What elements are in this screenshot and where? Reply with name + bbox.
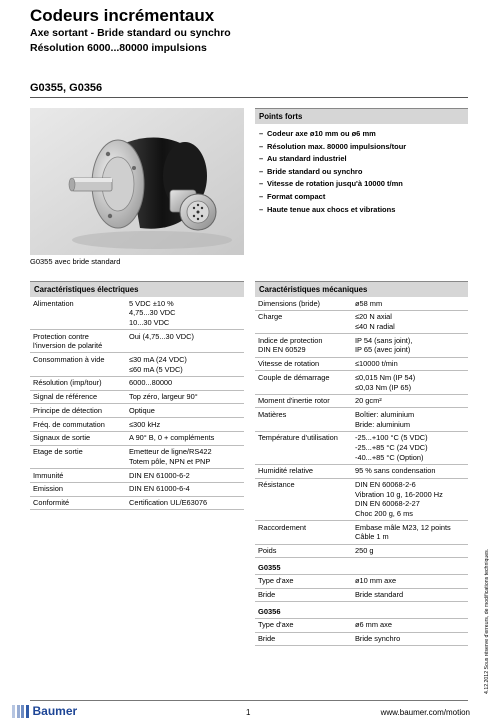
page-subtitle-1: Axe sortant - Bride standard ou synchro xyxy=(30,27,231,39)
spec-row xyxy=(255,465,468,479)
mechanical-specs-rows xyxy=(255,297,468,558)
spec-label: Indice de protection DIN EN 60529 xyxy=(258,335,323,355)
spec-label: Dimensions (bride) xyxy=(258,298,321,308)
spec-row xyxy=(30,446,244,469)
spec-row xyxy=(255,575,468,589)
spec-value: ø10 mm axe xyxy=(355,576,397,586)
spec-row xyxy=(255,633,468,647)
spec-label: Type d'axe xyxy=(258,576,294,586)
logo-text: Baumer xyxy=(32,704,78,718)
spec-label: Bride xyxy=(258,590,276,600)
spec-value: 250 g xyxy=(355,546,374,556)
header xyxy=(30,6,231,55)
spec-row xyxy=(255,545,468,559)
spec-label: Matières xyxy=(258,410,287,420)
footer xyxy=(0,700,500,725)
spec-row xyxy=(255,371,468,394)
spec-value: DIN EN 61000-6-2 xyxy=(129,470,190,480)
spec-label: Consommation à vide xyxy=(33,354,105,364)
spec-label: Conformité xyxy=(33,498,70,508)
spec-label: Bride xyxy=(258,634,276,644)
spec-row xyxy=(255,619,468,633)
logo-bars-icon xyxy=(12,705,29,718)
spec-value: ≤0,015 Nm (IP 54) ≤0,03 Nm (IP 65) xyxy=(355,372,416,392)
key-features-box xyxy=(255,108,468,216)
spec-value: Emetteur de ligne/RS422 Totem pôle, NPN et PNP xyxy=(129,447,212,466)
spec-label: Emission xyxy=(33,484,63,494)
spec-label: Charge xyxy=(258,312,283,322)
spec-row xyxy=(30,497,244,511)
spec-row xyxy=(30,404,244,418)
spec-value: IP 54 (sans joint), IP 65 (avec joint) xyxy=(355,335,413,355)
spec-value: Certification UL/E63076 xyxy=(129,498,208,508)
feature-item: – Vitesse de rotation jusqu'à 10000 t/mn xyxy=(259,179,403,189)
spec-label: Etage de sortie xyxy=(33,447,83,457)
mechanical-specs-table xyxy=(255,281,468,646)
spec-value: ø58 mm xyxy=(355,298,383,308)
spec-label: Fréq. de commutation xyxy=(33,419,105,429)
side-note-text: 4.12.2012 Sous réserve d'erreurs, de modifications techniques. xyxy=(484,548,490,694)
mechanical-specs-heading: Caractéristiques mécaniques xyxy=(255,281,468,297)
header-divider xyxy=(30,97,468,98)
electrical-specs-heading: Caractéristiques électriques xyxy=(30,281,244,297)
spec-row xyxy=(255,432,468,465)
spec-value: ø6 mm axe xyxy=(355,620,392,630)
spec-row xyxy=(255,311,468,334)
spec-row xyxy=(30,432,244,446)
g0355-group-heading: G0355 xyxy=(255,558,468,575)
spec-value: Bride standard xyxy=(355,590,404,600)
spec-row xyxy=(30,377,244,391)
spec-value: Top zéro, largeur 90° xyxy=(129,392,198,402)
page-subtitle-2: Résolution 6000...80000 impulsions xyxy=(30,42,207,54)
spec-value: Optique xyxy=(129,405,155,415)
spec-row xyxy=(255,479,468,522)
spec-row xyxy=(30,391,244,405)
product-photo xyxy=(30,108,244,255)
spec-label: Moment d'inertie rotor xyxy=(258,396,330,406)
spec-value: 95 % sans condensation xyxy=(355,466,436,476)
spec-value: ≤30 mA (24 VDC) ≤60 mA (5 VDC) xyxy=(129,354,187,374)
spec-value: A 90° B, 0 + compléments xyxy=(129,433,215,443)
page-number: 1 xyxy=(246,708,251,717)
model-numbers: G0355, G0356 xyxy=(30,82,103,94)
feature-item: – Haute tenue aux chocs et vibrations xyxy=(259,204,396,214)
spec-row xyxy=(30,469,244,483)
spec-value: DIN EN 61000-6-4 xyxy=(129,484,190,494)
spec-label: Raccordement xyxy=(258,522,307,532)
g0355-rows xyxy=(255,575,468,603)
spec-label: Type d'axe xyxy=(258,620,294,630)
g0356-rows xyxy=(255,619,468,647)
spec-value: Boîtier: aluminium Bride: aluminium xyxy=(355,410,415,429)
spec-row xyxy=(30,330,244,353)
electrical-specs-rows xyxy=(30,297,244,510)
spec-label: Résistance xyxy=(258,480,295,490)
spec-value: ≤10000 t/min xyxy=(355,359,398,369)
key-features-list xyxy=(255,128,468,216)
baumer-logo xyxy=(12,704,77,718)
website-link[interactable]: www.baumer.com/motion xyxy=(380,708,470,717)
spec-label: Résolution (imp/tour) xyxy=(33,378,102,388)
spec-row xyxy=(255,521,468,544)
spec-value: DIN EN 60068-2-6 Vibration 10 g, 16-2000 Hz DIN EN 60068-2-27 Choc 200 g, 6 ms xyxy=(355,480,443,518)
page-title: Codeurs incrémentaux xyxy=(30,6,215,25)
feature-item: – Format compact xyxy=(259,191,326,201)
spec-label: Protection contre l'inversion de polarité xyxy=(33,331,103,351)
footer-divider xyxy=(30,700,468,701)
spec-row xyxy=(255,358,468,372)
photo-caption: G0355 avec bride standard xyxy=(30,257,121,266)
spec-label: Signaux de sortie xyxy=(33,433,91,443)
g0356-group-heading: G0356 xyxy=(255,602,468,619)
spec-value: Embase mâle M23, 12 points Câble 1 m xyxy=(355,522,451,542)
spec-label: Vitesse de rotation xyxy=(258,359,320,369)
electrical-specs-table xyxy=(30,281,244,510)
spec-label: Alimentation xyxy=(33,298,74,308)
spec-value: Oui (4,75...30 VDC) xyxy=(129,331,194,341)
spec-row xyxy=(255,408,468,431)
spec-value: 5 VDC ±10 % 4,75...30 VDC 10...30 VDC xyxy=(129,298,176,327)
spec-value: 6000...80000 xyxy=(129,378,173,388)
spec-label: Principe de détection xyxy=(33,405,103,415)
spec-value: 20 gcm² xyxy=(355,396,382,406)
key-features-heading: Points forts xyxy=(255,108,468,124)
encoder-illustration xyxy=(30,108,244,255)
spec-row xyxy=(255,589,468,603)
spec-value: ≤20 N axial ≤40 N radial xyxy=(355,312,395,331)
spec-label: Humidité relative xyxy=(258,466,314,476)
side-note xyxy=(484,480,494,700)
spec-value: -25...+100 °C (5 VDC) -25...+85 °C (24 VDC) -40...+85 °C (Option) xyxy=(355,433,428,462)
spec-row xyxy=(30,418,244,432)
spec-row xyxy=(255,334,468,357)
spec-label: Température d'utilisation xyxy=(258,433,338,443)
spec-value: ≤300 kHz xyxy=(129,419,161,429)
spec-row xyxy=(255,395,468,409)
feature-item: – Résolution max. 80000 impulsions/tour xyxy=(259,141,407,151)
spec-row xyxy=(30,483,244,497)
feature-item: – Codeur axe ø10 mm ou ø6 mm xyxy=(259,129,376,138)
spec-row xyxy=(255,297,468,311)
feature-item: – Au standard industriel xyxy=(259,154,347,164)
spec-label: Poids xyxy=(258,546,277,556)
spec-row xyxy=(30,353,244,376)
spec-label: Immunité xyxy=(33,470,64,480)
spec-label: Signal de référence xyxy=(33,392,98,402)
spec-row xyxy=(30,297,244,330)
spec-label: Couple de démarrage xyxy=(258,372,330,382)
feature-item: – Bride standard ou synchro xyxy=(259,166,363,176)
spec-value: Bride synchro xyxy=(355,634,401,644)
